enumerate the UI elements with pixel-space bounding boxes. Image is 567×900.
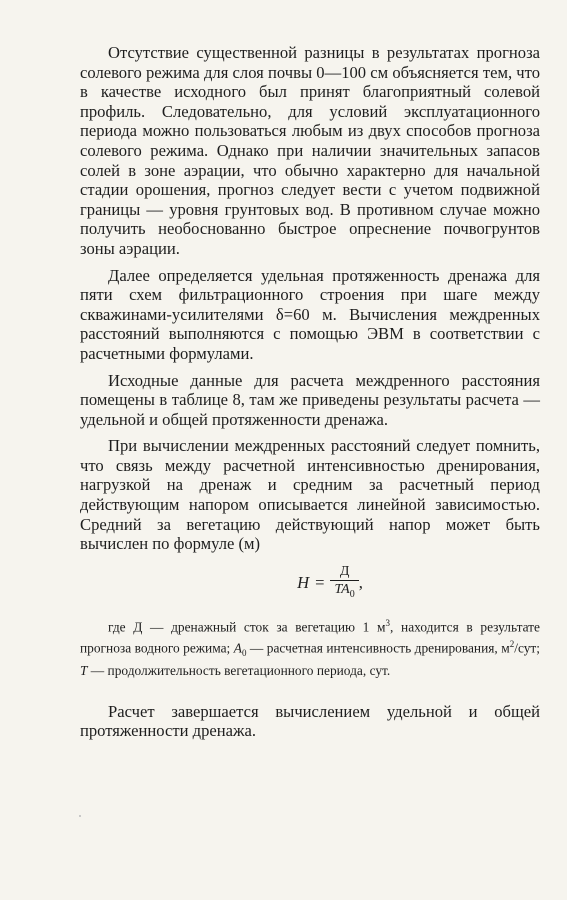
legend-sup-2: 2: [509, 638, 515, 649]
formula-denominator-main: TA: [334, 581, 350, 597]
formula-fraction: [330, 563, 358, 603]
legend-sup-1: 3: [385, 617, 391, 628]
legend-part-3: — расчетная интенсивность дренирования, м: [246, 640, 510, 656]
formula-denominator-sub: 0: [349, 588, 355, 600]
legend-part-2: , находится в результате прогноза водного режима;: [80, 619, 540, 656]
legend-part-4: /сут;: [514, 640, 540, 656]
formula-numerator: Д: [339, 563, 350, 579]
paragraph-conclusion: Расчет завершается вычислением удельной и общей протяженности дренажа.: [80, 701, 540, 741]
page-speck: [79, 815, 81, 817]
legend-part-1: где Д — дренажный сток за вегетацию 1 м: [108, 619, 386, 635]
formula-lhs: H: [297, 572, 310, 592]
paragraph-head-calculation: При вычислении междренных расстояний следует помнить, что связь между расчетной интенсивностью дренирования, нагрузкой на дренаж и средним за расчетный период действующим напором описывается линейной зависимостью. Средний за вегетацию действующий напор может быть вычислен по формуле (м): [80, 436, 540, 554]
legend-part-5: — продолжительность вегетационного периода, сут.: [87, 663, 391, 679]
formula-legend: [80, 615, 540, 680]
legend-symbol-t: T: [80, 663, 88, 679]
legend-sub-a: 0: [241, 647, 247, 658]
legend-symbol-a: A: [233, 640, 242, 656]
formula-head: [120, 563, 540, 603]
formula-denominator: [330, 580, 358, 603]
paragraph-salt-regime: Отсутствие существенной разницы в результатах прогноза солевого режима для слоя почвы 0—100 см объясняется тем, что в качестве исходного был принят благоприятный солевой профиль. Следовательно, для условий эксплуатационного периода можно пользоваться любым из двух способов прогноза солевого режима. Однако при наличии значительных запасов солей в зоне аэрации, что обычно характерно для начальной стадии орошения, прогноз следует вести с учетом подвижной границы — уровня грунтовых вод. В противном случае можно получить необоснованно быстрое опреснение почвогрунтов зоны аэрации.: [80, 43, 540, 258]
formula-equals: =: [315, 572, 325, 592]
main-text: [80, 43, 540, 741]
paragraph-input-data: Исходные данные для расчета междренного расстояния помещены в таблице 8, там же приведены результаты расчета — удельной и общей протяженности дренажа.: [80, 370, 540, 429]
paragraph-drainage-length: Далее определяется удельная протяженность дренажа для пяти схем фильтрационного строения при шаге между скважинами-усилителями δ=60 м. Вычисления междренных расстояний выполняются с помощью ЭВМ в соответствии с расчетными формулами.: [80, 265, 540, 363]
formula-trailing-comma: ,: [358, 572, 363, 592]
